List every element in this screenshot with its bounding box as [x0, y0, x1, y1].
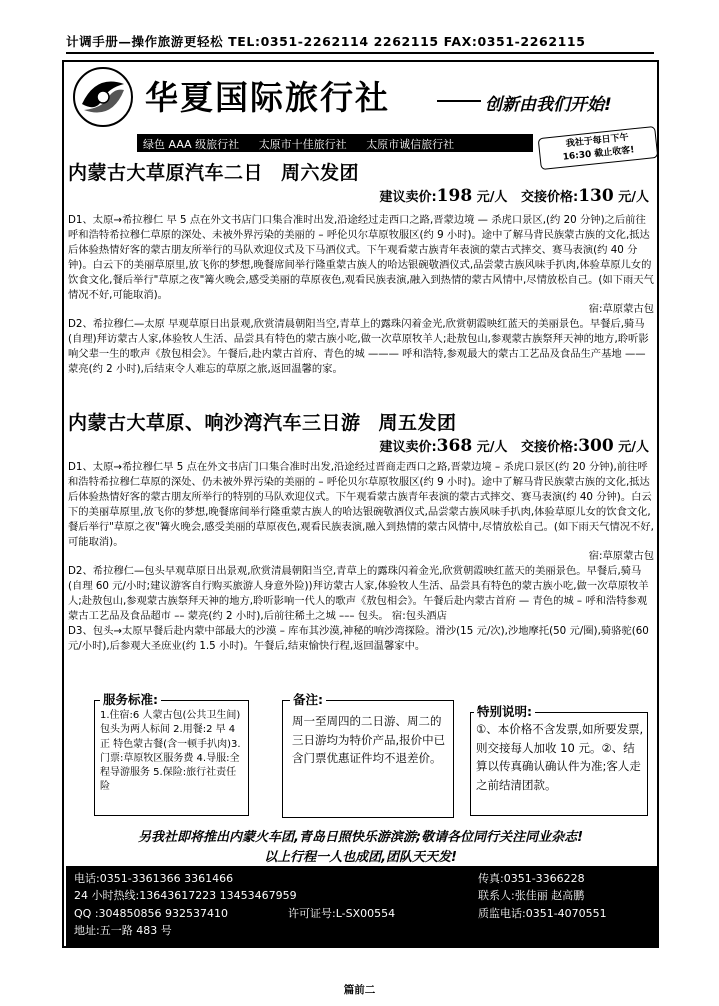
- trade-unit: 元/人: [618, 440, 649, 455]
- contact-row: [74, 922, 649, 939]
- phone-text: 电话:0351-3361366 3361466: [74, 872, 234, 885]
- tour1-depart: 周六发团: [281, 162, 360, 184]
- special-title: 特别说明:: [474, 702, 535, 720]
- trade-value: 300: [578, 436, 614, 456]
- tour2-price: [379, 436, 649, 456]
- page-footer: 篇前二: [343, 984, 376, 996]
- license-text: 许可证号:L-SX00554: [288, 906, 396, 920]
- price-value: 368: [436, 436, 473, 456]
- price-unit: 元/人: [476, 190, 508, 205]
- trade-label: 交接价格:: [521, 190, 579, 205]
- trade-value: 130: [578, 186, 614, 206]
- price-unit: 元/人: [476, 440, 508, 455]
- tour2-day3: D3、包头→太原早餐后赴内蒙中部最大的沙漠 – 库布其沙漠,神秘的响沙湾探险。滑沙(15 元/次),沙地摩托(50 元/圈),骑骆驼(60 元/小时),后参观大圣庶业(约 1.5 小时)。午餐后,结束愉快行程,返回温馨家中。: [68, 624, 649, 652]
- tour2-day1: D1、太原→希拉穆仁早 5 点在外文书店门口集合准时出发,沿途经过晋商走西口之路,晋蒙边境 – 杀虎口景区(约 20 分钟),前往呼和浩特希拉穆仁草原的深处、仍未被外界污染的美丽的 – 呼伦贝尔草原牧服区(约 9 小时)。途中了解马背民族蒙古族的文化,抵达后体验热情好客的蒙古朋友所举行的特别的马队欢迎仪式。下午观看蒙古族青年表演的蒙古式摔交、赛马表演(约 40 分钟)。白云下的美丽草原里,放飞你的梦想,晚餐席间举行隆重蒙古族人的哈达银碗敬酒仪式,品尝蒙古族风味手扒肉,体验草原儿女的饮食文化,餐后举行"草原之夜"篝火晚会,感受美丽的草原夜色,观看民族表演,融入到热情的蒙古风情中,尽情放松自己。(如下雨天气情况不好,可能取消)。: [68, 461, 654, 548]
- cutoff-stamp: 我社于每日下午 16:30 截止收客!: [538, 126, 659, 170]
- company-logo-icon: [72, 66, 134, 128]
- price-value: 198: [436, 186, 473, 206]
- service-text: 1.住宿:6 人蒙古包(公共卫生间) 包头为两人标间 2.用餐:2 早 4 正 特色蒙古餐(含一顿手扒肉)3. 门票:草原牧区服务费 4.导服:全程导游服务 5.保险:旅行社责任险: [100, 710, 241, 793]
- service-title: 服务标准:: [100, 690, 161, 708]
- remark-text: 周一至周四的二日游、周二的三日游均为特价产品,报价中已含门票优惠证件均不退差价。: [292, 714, 446, 765]
- page-header: 计调手册—操作旅游更轻松 TEL:0351-2262114 2262115 FAX:0351-2262115: [66, 32, 654, 54]
- tour2-day2: D2、希拉穆仁—包头早观草原日出景观,欣赏清晨朝阳当空,青草上的露珠闪着金光,欣赏朝霞映红蓝天的美丽景色。早餐后,骑马(自理 60 元/小时;建议游客自行购买旅游人身意外险))拜访蒙古人家,体验牧人生活、品尝具有特色的蒙古族小吃,做一次草原牧羊人;赴敖包山,参观蒙古族祭拜天神的地方,聆听影响一代人的歌声《敖包相会》。午餐后赴内蒙古首府 — 青色的城 – 呼和浩特参观蒙古工艺品及食品超市 –– 蒙亮(约 2 小时),后前往稀土之城 ––– 包头。 宿:包头酒店: [68, 565, 649, 623]
- price-label: 建议卖价:: [379, 190, 437, 205]
- slogan-dash: [437, 100, 481, 102]
- honor-item: 太原市十佳旅行社: [258, 138, 347, 151]
- honor-item: 绿色 AAA 级旅行社: [143, 138, 240, 151]
- fax-text: 传真:0351-3366228: [478, 872, 585, 885]
- company-slogan: 创新由我们开始!: [485, 95, 612, 115]
- tour1-title: [68, 158, 359, 185]
- tour2-day1-stay: 宿:草原蒙古包: [588, 550, 654, 563]
- tour1-itinerary: [68, 213, 654, 403]
- tour2-title: [68, 408, 457, 435]
- special-text: ①、本价格不含发票,如所要发票,则交接每人加收 10 元。②、结算以传真确认确认件为准;客人走之前结清团款。: [476, 722, 644, 792]
- contact-row: [74, 870, 649, 887]
- tour1-day1: D1、太原→希拉穆仁 早 5 点在外文书店门口集合准时出发,沿途经过走西口之路,晋蒙边境 — 杀虎口景区,(约 20 分钟)之后前往呼和浩特希拉穆仁草原的深处、未被外界污染的美丽的 – 呼伦贝尔草原牧服区(约 9 小时)。途中了解马背民族蒙古族的文化,抵达后体验热情好客的蒙古朋友所举行的马队欢迎仪式及下马酒仪式。下午观看蒙古族青年表演的蒙古式摔交、赛马表演(约 40 分钟)。白云下的美丽草原里,放飞你的梦想,晚餐席间举行隆重蒙古族人的哈达银碗敬酒仪式,品尝蒙古族风味手扒肉,体验草原儿女的饮食文化,餐后举行"草原之夜"篝火晚会,感受美丽的草原夜色,观看民族表演,融入到热情的蒙古风情中,尽情放松自己。(如下雨天气情况不好,可能取消)。: [68, 214, 654, 301]
- contact-row: [74, 905, 649, 922]
- trade-label: 交接价格:: [521, 440, 579, 455]
- contact-block: [66, 866, 657, 946]
- notice-line1: 另我社即将推出内蒙火车团,青岛日照快乐游滨游;敬请各位同行关注同业杂志!: [137, 830, 584, 845]
- notice-line2: 以上行程一人也成团,团队天天发!: [264, 850, 457, 865]
- contact-row: [74, 887, 649, 904]
- supervise-phone: 质监电话:0351-4070551: [478, 906, 607, 920]
- trade-unit: 元/人: [618, 190, 649, 205]
- remark-title: 备注:: [290, 690, 326, 708]
- price-label: 建议卖价:: [379, 440, 437, 455]
- contact-person: 联系人:张佳丽 赵高鹏: [478, 889, 585, 903]
- honor-bar: [137, 134, 533, 152]
- tour1-day1-stay: 宿:草原蒙古包: [588, 303, 654, 316]
- tour1-name: 内蒙古大草原汽车二日: [68, 162, 264, 184]
- tour1-price: [379, 186, 649, 206]
- tour2-depart: 周五发团: [378, 412, 457, 434]
- qq-text: QQ :304850856 932537410: [74, 906, 228, 920]
- company-name: 华夏国际旅行社: [145, 78, 390, 117]
- tour2-name: 内蒙古大草原、响沙湾汽车三日游: [68, 412, 361, 434]
- honor-item: 太原市诚信旅行社: [366, 138, 455, 151]
- hotline-text: 24 小时热线:13643617223 13453467959: [74, 889, 297, 903]
- tour2-itinerary: [68, 460, 654, 682]
- address-text: 地址:五一路 483 号: [74, 924, 172, 938]
- tour1-day2: D2、希拉穆仁—太原 早观草原日出景观,欣赏清晨朝阳当空,青草上的露珠闪着金光,欣赏朝霞映红蓝天的美丽景色。早餐后,骑马(自理)拜访蒙古人家,体验牧人生活、品尝具有特色的蒙古族小吃,做一次草原牧羊人;赴敖包山,参观蒙古族祭拜天神的地方,聆听影响父辈一生的歌声《敖包相会》。午餐后,赴内蒙古首府、青色的城 ——— 呼和浩特,参观最大的蒙古工艺品及食品生产基地 —— 蒙亮(约 2 小时),后结束令人难忘的草原之旅,返回温馨的家。: [68, 318, 649, 376]
